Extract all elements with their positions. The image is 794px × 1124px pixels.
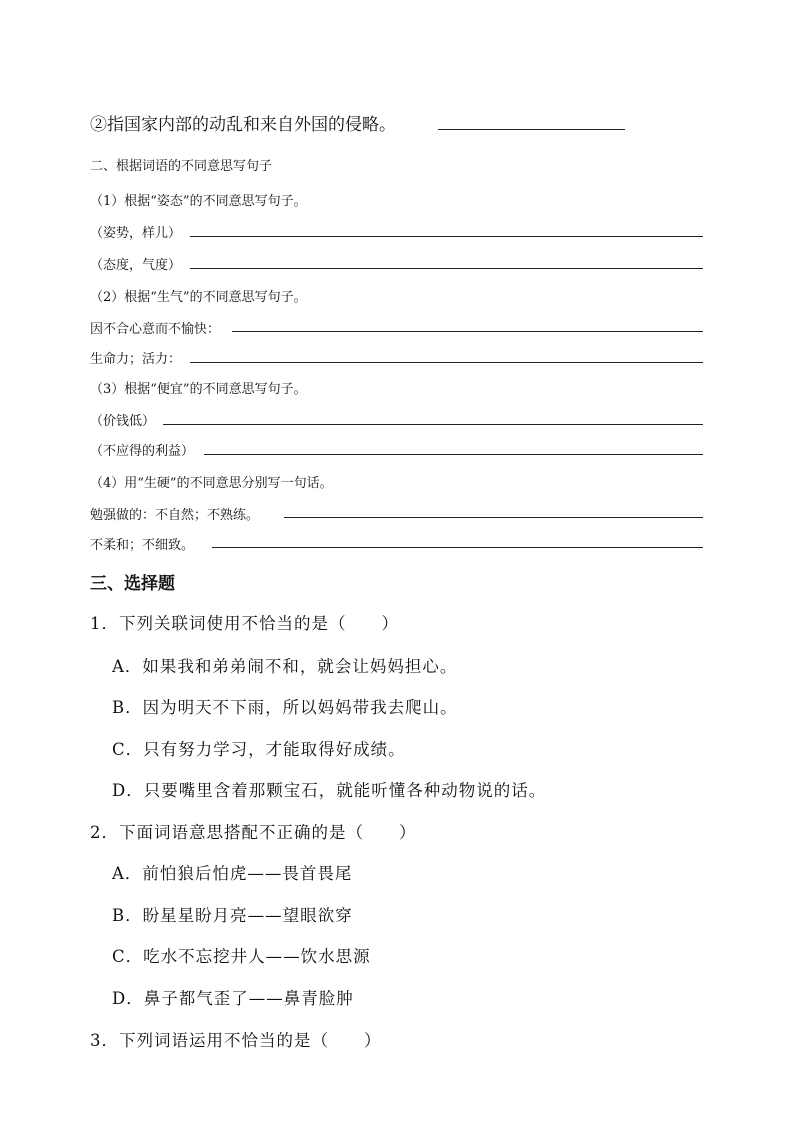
- answer-blank[interactable]: [212, 547, 703, 548]
- answer-blank[interactable]: [163, 424, 703, 425]
- section-heading: 三、选择题: [90, 574, 175, 594]
- prompt-label: （态度，气度）: [90, 258, 182, 273]
- answer-blank[interactable]: [438, 129, 625, 130]
- prompt-label: 不柔和；不细致。: [90, 538, 195, 553]
- answer-blank[interactable]: [204, 454, 703, 455]
- prompt-label: （价钱低）: [90, 414, 156, 429]
- option-b[interactable]: B．盼星星盼月亮——望眼欲穿: [112, 906, 353, 925]
- answer-blank[interactable]: [190, 362, 703, 363]
- prompt-title: （4）用“生硬”的不同意思分别写一句话。: [90, 476, 333, 491]
- answer-blank[interactable]: [190, 236, 703, 237]
- prompt-label: 生命力；活力：: [90, 352, 182, 367]
- option-d[interactable]: D．鼻子都气歪了——鼻青脸肿: [112, 989, 354, 1008]
- question-text: ②指国家内部的动乱和来自外国的侵略。: [90, 115, 396, 135]
- answer-blank[interactable]: [190, 268, 703, 269]
- option-d[interactable]: D．只要嘴里含着那颗宝石，就能听懂各种动物说的话。: [112, 781, 547, 800]
- section-heading: 二、根据词语的不同意思写句子: [90, 159, 273, 174]
- question-stem: 3．下列词语运用不恰当的是（ ）: [90, 1031, 382, 1050]
- question-stem: 1．下列关联词使用不恰当的是（ ）: [90, 614, 399, 633]
- prompt-title: （3）根据“便宜”的不同意思写句子。: [90, 382, 307, 397]
- prompt-label: 勉强做的：不自然；不熟练。: [90, 508, 260, 523]
- prompt-title: （2）根据“生气”的不同意思写句子。: [90, 290, 307, 305]
- question-stem: 2．下面词语意思搭配不正确的是（ ）: [90, 823, 417, 842]
- answer-blank[interactable]: [232, 331, 703, 332]
- prompt-label: （姿势，样儿）: [90, 226, 182, 241]
- prompt-label: 因不合心意而不愉快：: [90, 322, 221, 337]
- prompt-label: （不应得的利益）: [90, 444, 195, 459]
- option-c[interactable]: C．只有努力学习，才能取得好成绩。: [112, 740, 406, 759]
- option-c[interactable]: C．吃水不忘挖井人——饮水思源: [112, 947, 371, 966]
- option-a[interactable]: A．前怕狼后怕虎——畏首畏尾: [112, 864, 353, 883]
- option-a[interactable]: A．如果我和弟弟闹不和，就会让妈妈担心。: [112, 657, 458, 676]
- answer-blank[interactable]: [284, 517, 703, 518]
- option-b[interactable]: B．因为明天不下雨，所以妈妈带我去爬山。: [112, 698, 458, 717]
- prompt-title: （1）根据“姿态”的不同意思写句子。: [90, 194, 307, 209]
